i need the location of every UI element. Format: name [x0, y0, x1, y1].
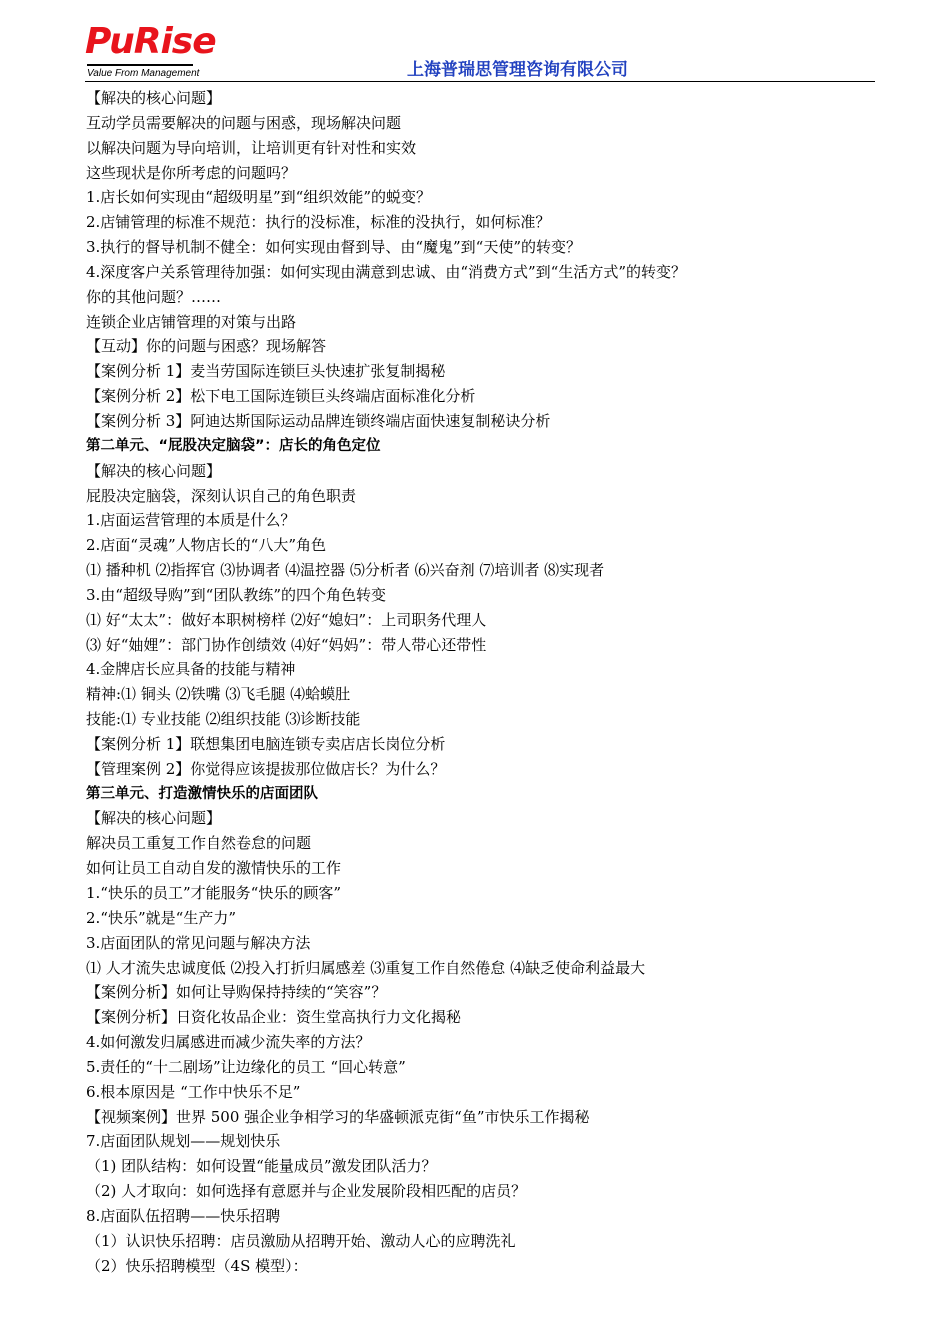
text-line: 3.执行的督导机制不健全：如何实现由督到导、由“魔鬼”到“天使”的转变？ [86, 238, 581, 257]
header-divider [85, 81, 875, 82]
text-line: 1.“快乐的员工”才能服务“快乐的顾客” [86, 884, 341, 902]
text-line: ⑴ 人才流失忠诚度低 ⑵投入打折归属感差 ⑶重复工作自然倦怠 ⑷缺乏使命利益最大 [86, 958, 646, 977]
text-line: （1) 团队结构：如何设置“能量成员”激发团队活力？ [86, 1157, 437, 1176]
text-line: 2.店面“灵魂”人物店长的“八大”角色 [86, 536, 326, 555]
document-body [86, 86, 876, 1279]
text-line: （2）快乐招聘模型（4S 模型）： [86, 1256, 308, 1275]
company-name: 上海普瑞思管理咨询有限公司 [407, 60, 628, 80]
text-line: （2) 人才取向：如何选择有意愿并与企业发展阶段相匹配的店员？ [86, 1182, 527, 1201]
text-line: 技能:⑴ 专业技能 ⑵组织技能 ⑶诊断技能 [86, 710, 361, 729]
text-line: 互动学员需要解决的问题与困惑，现场解决问题 [86, 113, 402, 132]
text-line: 以解决问题为导向培训，让培训更有针对性和实效 [86, 138, 417, 157]
text-line: （1）认识快乐招聘：店员激励从招聘开始、激动人心的应聘洗礼 [86, 1231, 516, 1250]
text-line: 3.店面团队的常见问题与解决方法 [86, 933, 311, 952]
logo-tagline: Value From Management [87, 64, 193, 80]
text-line: 【视频案例】世界 500 强企业争相学习的华盛顿派克街“鱼”市快乐工作揭秘 [86, 1107, 590, 1126]
text-line: 4.如何激发归属感进而减少流失率的方法？ [86, 1033, 371, 1052]
text-line: 【案例分析 3】阿迪达斯国际运动品牌连锁终端店面快速复制秘诀分析 [86, 411, 551, 430]
text-line: 2.“快乐”就是“生产力” [86, 908, 236, 927]
text-line: 【解决的核心问题】 [86, 809, 222, 828]
text-line: ⑴ 好“太太”：做好本职树榜样 ⑵好“媳妇”：上司职务代理人 [86, 610, 487, 629]
text-line: 【案例分析】如何让导购保持持续的“笑容”？ [86, 983, 387, 1002]
text-line: 4.深度客户关系管理待加强：如何实现由满意到忠诚、由“消费方式”到“生活方式”的转变？ [86, 262, 686, 281]
text-line: 5.责任的“十二剧场”让边缘化的员工 “回心转意” [86, 1057, 406, 1076]
text-line: 精神:⑴ 铜头 ⑵铁嘴 ⑶飞毛腿 ⑷蛤蟆肚 [86, 685, 351, 704]
text-line: 【互动】你的问题与困惑？现场解答 [86, 337, 327, 356]
text-line: 7.店面团队规划——规划快乐 [86, 1132, 281, 1151]
text-line: ⑴ 播种机 ⑵指挥官 ⑶协调者 ⑷温控器 ⑸分析者 ⑹兴奋剂 ⑺培训者 ⑻实现者 [86, 561, 605, 580]
purise-logo: PuRise [85, 21, 216, 62]
text-line: 3.由“超级导购”到“团队教练”的四个角色转变 [86, 585, 386, 604]
text-line: 【案例分析 1】联想集团电脑连锁专卖店店长岗位分析 [86, 734, 446, 753]
page-header [85, 22, 875, 84]
text-line: 如何让员工自动自发的激情快乐的工作 [86, 859, 342, 878]
text-line: 1.店长如何实现由“超级明星”到“组织效能”的蜕变？ [86, 188, 431, 207]
text-line: 【解决的核心问题】 [86, 89, 222, 107]
text-line: 8.店面队伍招聘——快乐招聘 [86, 1206, 281, 1225]
text-line: 解决员工重复工作自然卷怠的问题 [86, 834, 312, 853]
text-line: 【案例分析】日资化妆品企业：资生堂高执行力文化揭秘 [86, 1008, 462, 1027]
text-line: 2.店铺管理的标准不规范：执行的没标准，标准的没执行，如何标准？ [86, 213, 551, 232]
text-line: 【解决的核心问题】 [86, 461, 222, 480]
section-heading: 第三单元、打造激情快乐的店面团队 [86, 785, 318, 802]
text-line: 6.根本原因是 “工作中快乐不足” [86, 1082, 301, 1101]
text-line: 你的其他问题？…… [86, 287, 222, 306]
text-line: 连锁企业店铺管理的对策与出路 [86, 312, 297, 331]
text-line: 4.金牌店长应具备的技能与精神 [86, 660, 296, 679]
text-line: 这些现状是你所考虑的问题吗？ [86, 163, 297, 182]
text-line: 屁股决定脑袋，深刻认识自己的角色职责 [86, 486, 357, 505]
text-line: 【案例分析 1】麦当劳国际连锁巨头快速扩张复制揭秘 [86, 362, 446, 381]
text-line: ⑶ 好“妯娌”：部门协作创绩效 ⑷好“妈妈”：带人带心还带性 [86, 635, 487, 654]
text-line: 【管理案例 2】你觉得应该提拔那位做店长？为什么？ [86, 759, 446, 778]
text-line: 1.店面运营管理的本质是什么？ [86, 511, 296, 530]
text-line: 【案例分析 2】松下电工国际连锁巨头终端店面标准化分析 [86, 387, 476, 406]
section-heading: 第二单元、“屁股决定脑袋”：店长的角色定位 [86, 437, 381, 454]
